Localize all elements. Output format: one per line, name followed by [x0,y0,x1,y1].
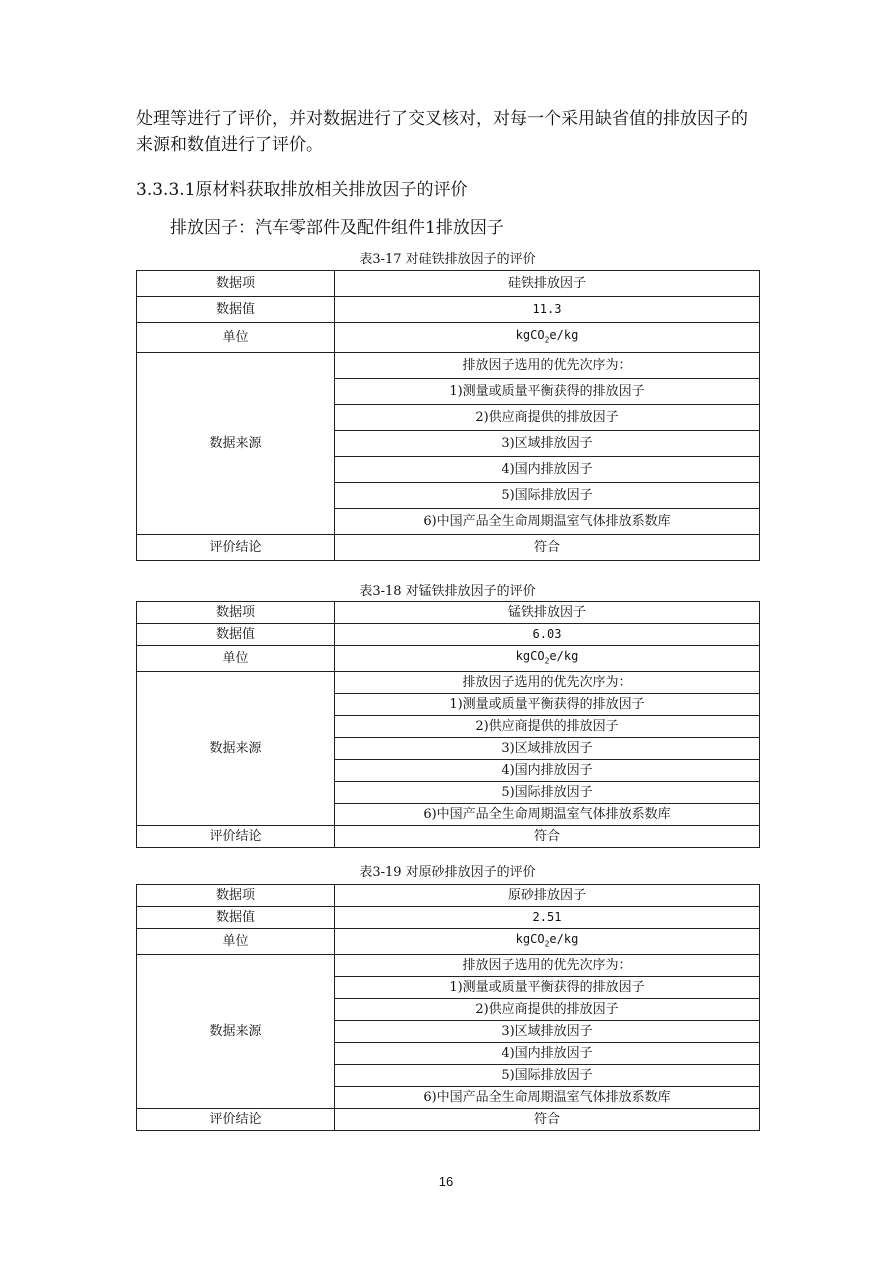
source-line: 3)区域排放因子 [335,738,760,760]
source-line: 6)中国产品全生命周期温室气体排放系数库 [335,509,760,535]
source-line: 3)区域排放因子 [335,431,760,457]
source-line: 排放因子选用的优先次序为： [335,353,760,379]
subheading: 排放因子：汽车零部件及配件组件1排放因子 [170,218,504,238]
table-row [137,672,760,694]
section-heading: 3.3.3.1原材料获取排放相关排放因子的评价 [136,180,468,200]
data-value: 6.03 [335,624,760,646]
row-label-source: 数据来源 [137,672,335,826]
item-value: 硅铁排放因子 [335,271,760,297]
row-label-value: 数据值 [137,297,335,323]
data-value: 11.3 [335,297,760,323]
unit-tail: e/kg [549,649,579,663]
table-row [137,602,760,624]
evaluation-table [136,601,760,848]
source-line: 2)供应商提供的排放因子 [335,405,760,431]
source-line: 5)国际排放因子 [335,782,760,804]
table-row [137,885,760,907]
unit-subscript: 2 [544,939,550,949]
table-row [137,353,760,379]
row-label-conclusion: 评价结论 [137,826,335,848]
table-row [137,826,760,848]
conclusion-value: 符合 [335,535,760,561]
conclusion-value: 符合 [335,1109,760,1131]
source-line: 6)中国产品全生命周期温室气体排放系数库 [335,804,760,826]
source-line: 排放因子选用的优先次序为： [335,672,760,694]
table-row [137,907,760,929]
source-line: 1)测量或质量平衡获得的排放因子 [335,379,760,405]
source-line: 4)国内排放因子 [335,760,760,782]
source-line: 3)区域排放因子 [335,1021,760,1043]
data-value: 2.51 [335,907,760,929]
row-label-item: 数据项 [137,885,335,907]
row-label-value: 数据值 [137,907,335,929]
source-line: 4)国内排放因子 [335,457,760,483]
source-line: 6)中国产品全生命周期温室气体排放系数库 [335,1087,760,1109]
unit-main: kgCO [515,328,545,342]
page-number: 16 [438,1174,454,1189]
item-value: 锰铁排放因子 [335,602,760,624]
unit-tail: e/kg [549,932,579,946]
unit-subscript: 2 [544,335,550,345]
table-row [137,323,760,353]
source-line: 2)供应商提供的排放因子 [335,716,760,738]
row-label-unit: 单位 [137,323,335,353]
intro-paragraph: 处理等进行了评价，并对数据进行了交叉核对，对每一个采用缺省值的排放因子的来源和数值进行了评价。 [136,109,748,155]
unit-main: kgCO [515,932,545,946]
table-row [137,297,760,323]
conclusion-value: 符合 [335,826,760,848]
table-caption: 表3-17 对硅铁排放因子的评价 [359,252,536,267]
evaluation-table [136,270,760,561]
table-row [137,929,760,955]
row-label-value: 数据值 [137,624,335,646]
source-line: 1)测量或质量平衡获得的排放因子 [335,977,760,999]
table-caption: 表3-19 对原砂排放因子的评价 [359,865,536,880]
source-line: 5)国际排放因子 [335,483,760,509]
source-line: 2)供应商提供的排放因子 [335,999,760,1021]
row-label-unit: 单位 [137,929,335,955]
row-label-conclusion: 评价结论 [137,535,335,561]
unit-subscript: 2 [544,656,550,666]
row-label-item: 数据项 [137,602,335,624]
unit-main: kgCO [515,649,545,663]
row-label-conclusion: 评价结论 [137,1109,335,1131]
row-label-source: 数据来源 [137,353,335,535]
row-label-item: 数据项 [137,271,335,297]
table-row [137,624,760,646]
table-row [137,271,760,297]
evaluation-table [136,884,760,1131]
table-row [137,1109,760,1131]
unit-value [335,323,760,353]
table-row [137,955,760,977]
row-label-source: 数据来源 [137,955,335,1109]
table-row [137,646,760,672]
source-line: 4)国内排放因子 [335,1043,760,1065]
table-row [137,535,760,561]
table-caption: 表3-18 对锰铁排放因子的评价 [359,584,536,599]
unit-value [335,646,760,672]
unit-value [335,929,760,955]
row-label-unit: 单位 [137,646,335,672]
unit-tail: e/kg [549,328,579,342]
item-value: 原砂排放因子 [335,885,760,907]
source-line: 5)国际排放因子 [335,1065,760,1087]
source-line: 1)测量或质量平衡获得的排放因子 [335,694,760,716]
source-line: 排放因子选用的优先次序为： [335,955,760,977]
